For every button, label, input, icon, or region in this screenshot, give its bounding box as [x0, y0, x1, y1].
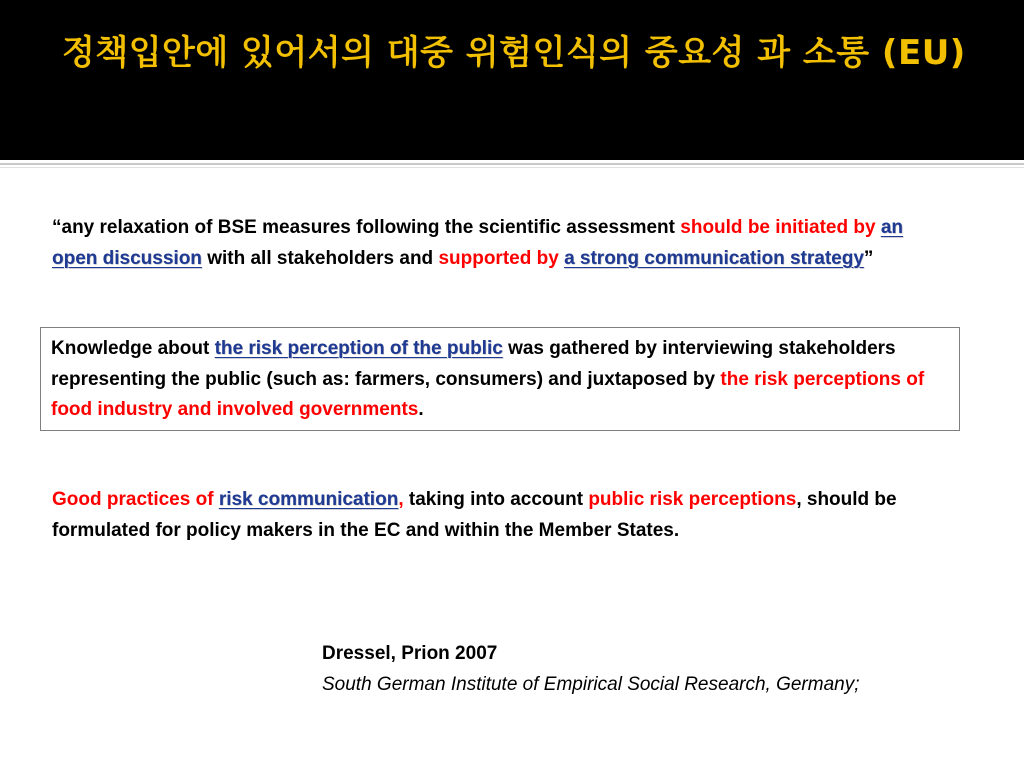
quote-red-text: supported by: [438, 247, 565, 269]
knowledge-period: .: [418, 399, 424, 420]
quote-red-text: should be initiated by: [680, 217, 881, 238]
citation-author: Dressel, Prion 2007: [322, 643, 498, 664]
quote-emphasis: an open discussion: [52, 217, 904, 269]
quote-text: with all stakeholders and: [201, 247, 439, 269]
practices-paragraph: [52, 485, 952, 546]
practices-text: , should be formulated for policy makers in the EC and within the Member States.: [52, 489, 897, 541]
slide-title: 정책입안에 있어서의 대중 위험인식의 중요성 과 소통 (EU): [62, 33, 966, 73]
quote-text: any relaxation of BSE measures following the scientific assessment: [61, 217, 681, 238]
title-divider: [0, 163, 1024, 165]
practices-text: taking into account: [403, 489, 589, 510]
quote-open-mark: “: [52, 217, 62, 238]
practices-red-text: Good practices of: [52, 489, 219, 510]
practices-emphasis: risk communication: [218, 489, 399, 510]
quote-emphasis: a strong communication strategy: [564, 247, 864, 269]
citation: [322, 638, 1002, 700]
practices-red-comma: ,: [398, 489, 404, 510]
practices-red-text: public risk perceptions: [588, 489, 797, 510]
quote-close-mark: ”: [863, 247, 874, 269]
knowledge-emphasis: the risk perception of the public: [214, 338, 503, 359]
title-bar: [0, 0, 1024, 160]
quote-paragraph: [52, 213, 952, 274]
knowledge-text: Knowledge about: [51, 338, 215, 359]
knowledge-paragraph: [51, 334, 951, 426]
knowledge-red-text: the risk perceptions of food industry and involved governments: [51, 368, 925, 420]
title-divider-thin: [0, 167, 1024, 168]
citation-institution: South German Institute of Empirical Social Research, Germany;: [322, 674, 860, 695]
knowledge-text: was gathered by interviewing stakeholders representing the public (such as: farmers, consumers) and juxtaposed by: [51, 338, 896, 390]
